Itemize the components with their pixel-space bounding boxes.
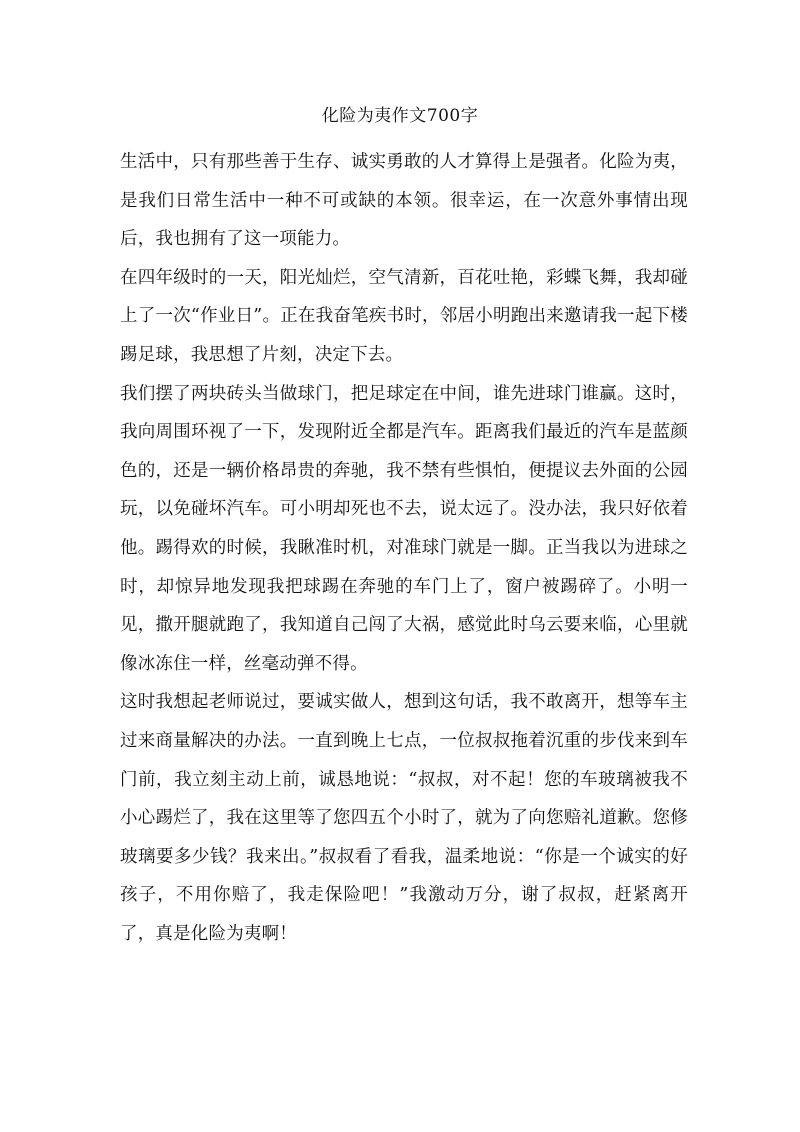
paragraph-4: 这时我想起老师说过，要诚实做人，想到这句话，我不敢离开，想等车主过来商量解决的办法。一直到晚上七点，一位叔叔拖着沉重的步伐来到车门前，我立刻主动上前，诚恳地说：“叔叔，对不起！您的车玻璃被我不小心踢烂了，我在这里等了您四五个小时了，就为了向您赔礼道歉。您修玻璃要多少钱？我来出。”叔叔看了看我，温柔地说：“你是一个诚实的好孩子，不用你赔了，我走保险吧！”我激动万分，谢了叔叔，赶紧离开了，真是化险为夷啊！ — [120, 692, 688, 944]
paragraph-3: 我们摆了两块砖头当做球门，把足球定在中间，谁先进球门谁赢。这时，我向周围环视了一下，发现附近全都是汽车。距离我们最近的汽车是蓝颜色的，还是一辆价格昂贵的奔驰，我不禁有些惧怕，便提议去外面的公园玩，以免碰坏汽车。可小明却死也不去，说太远了。没办法，我只好依着他。踢得欢的时候，我瞅准时机，对准球门就是一脚。正当我以为进球之时，却惊异地发现我把球踢在奔驰的车门上了，窗户被踢碎了。小明一见，撒开腿就跑了，我知道自己闯了大祸，感觉此时乌云要来临，心里就像冰冻住一样，丝毫动弹不得。 — [120, 383, 688, 674]
document-title: 化险为夷作文700字 — [321, 106, 479, 126]
paragraph-2: 在四年级时的一天，阳光灿烂，空气清新，百花吐艳，彩蝶飞舞，我却碰上了一次“作业日”。正在我奋笔疾书时，邻居小明跑出来邀请我一起下楼踢足球，我思想了片刻，决定下去。 — [120, 267, 688, 365]
document-body — [120, 143, 688, 953]
paragraph-1: 生活中，只有那些善于生存、诚实勇敢的人才算得上是强者。化险为夷，是我们日常生活中一种不可或缺的本领。很幸运，在一次意外事情出现后，我也拥有了这一项能力。 — [120, 152, 688, 250]
